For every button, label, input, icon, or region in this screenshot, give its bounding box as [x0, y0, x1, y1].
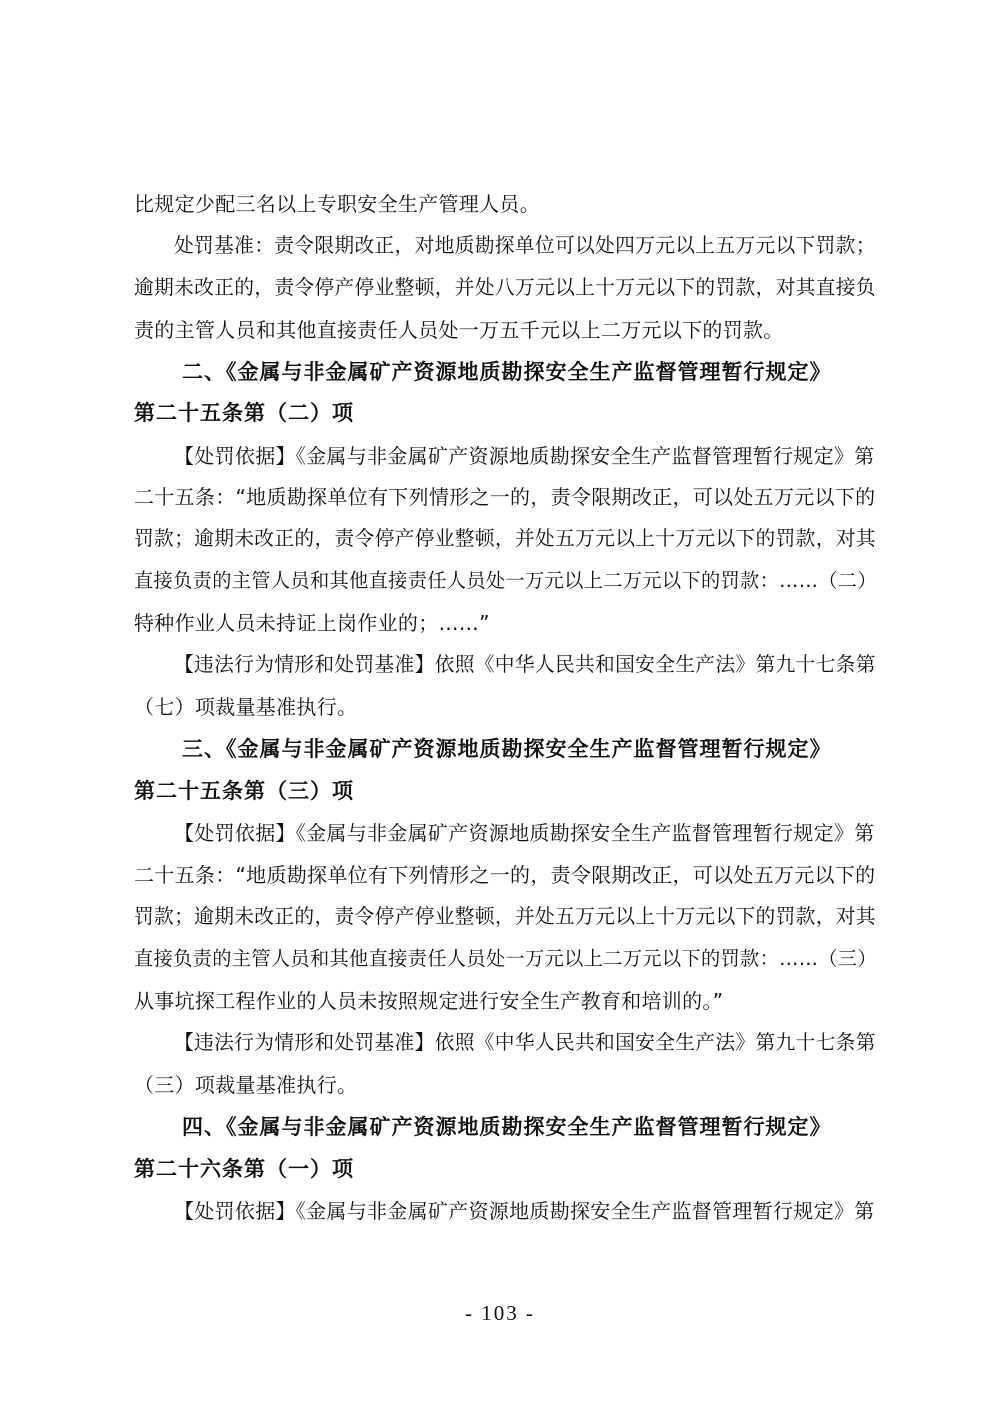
paragraph-line: 【处罚依据】《金属与非金属矿产资源地质勘探安全生产监督管理暂行规定》第: [174, 821, 875, 845]
paragraph-line: 直接负责的主管人员和其他直接责任人员处一万元以上二万元以下的罚款：……（二）: [134, 569, 877, 592]
paragraph-line: 【处罚依据】《金属与非金属矿产资源地质勘探安全生产监督管理暂行规定》第: [174, 444, 875, 468]
paragraph-line: （三）项裁量基准执行。: [134, 1073, 358, 1097]
paragraph-line: 罚款；逾期未改正的，责令停产停业整顿，并处五万元以上十万元以下的罚款，对其: [134, 905, 876, 928]
paragraph-line: 责的主管人员和其他直接责任人员处一万五千元以上二万元以下的罚款。: [134, 318, 784, 342]
paragraph-line: 【违法行为情形和处罚基准】依照《中华人民共和国安全生产法》第九十七条第: [174, 653, 876, 676]
section-heading: 第二十五条第（二）项: [134, 400, 354, 425]
section-heading: 四、《金属与非金属矿产资源地质勘探安全生产监督管理暂行规定》: [182, 1114, 832, 1139]
paragraph-line: 【处罚依据】《金属与非金属矿产资源地质勘探安全生产监督管理暂行规定》第: [174, 1199, 875, 1223]
section-heading: 第二十六条第（一）项: [134, 1156, 354, 1181]
paragraph-line: 处罚基准：责令限期改正，对地质勘探单位可以处四万元以上五万元以下罚款；: [174, 234, 876, 257]
paragraph-line: 二十五条：“地质勘探单位有下列情形之一的，责令限期改正，可以处五万元以下的: [134, 485, 876, 509]
paragraph-line: 特种作业人员未持证上岗作业的；……”: [134, 611, 490, 635]
paragraph-line: 罚款；逾期未改正的，责令停产停业整顿，并处五万元以上十万元以下的罚款，对其: [134, 527, 876, 550]
paragraph-line: 直接负责的主管人员和其他直接责任人员处一万元以上二万元以下的罚款：……（三）: [134, 947, 877, 970]
paragraph-line: 比规定少配三名以上专职安全生产管理人员。: [134, 192, 540, 216]
paragraph-line: 二十五条：“地质勘探单位有下列情形之一的，责令限期改正，可以处五万元以下的: [134, 863, 876, 887]
page-number: - 103 -: [465, 1301, 535, 1325]
section-heading: 第二十五条第（三）项: [134, 778, 354, 803]
section-heading: 二、《金属与非金属矿产资源地质勘探安全生产监督管理暂行规定》: [182, 359, 832, 384]
paragraph-line: 【违法行为情形和处罚基准】依照《中华人民共和国安全生产法》第九十七条第: [174, 1031, 876, 1054]
paragraph-line: 逾期未改正的，责令停产停业整顿，并处八万元以上十万元以下的罚款，对其直接负: [134, 276, 876, 299]
section-heading: 三、《金属与非金属矿产资源地质勘探安全生产监督管理暂行规定》: [182, 736, 832, 761]
paragraph-line: 从事坑探工程作业的人员未按照规定进行安全生产教育和培训的。”: [134, 989, 724, 1013]
paragraph-line: （七）项裁量基准执行。: [134, 695, 358, 719]
